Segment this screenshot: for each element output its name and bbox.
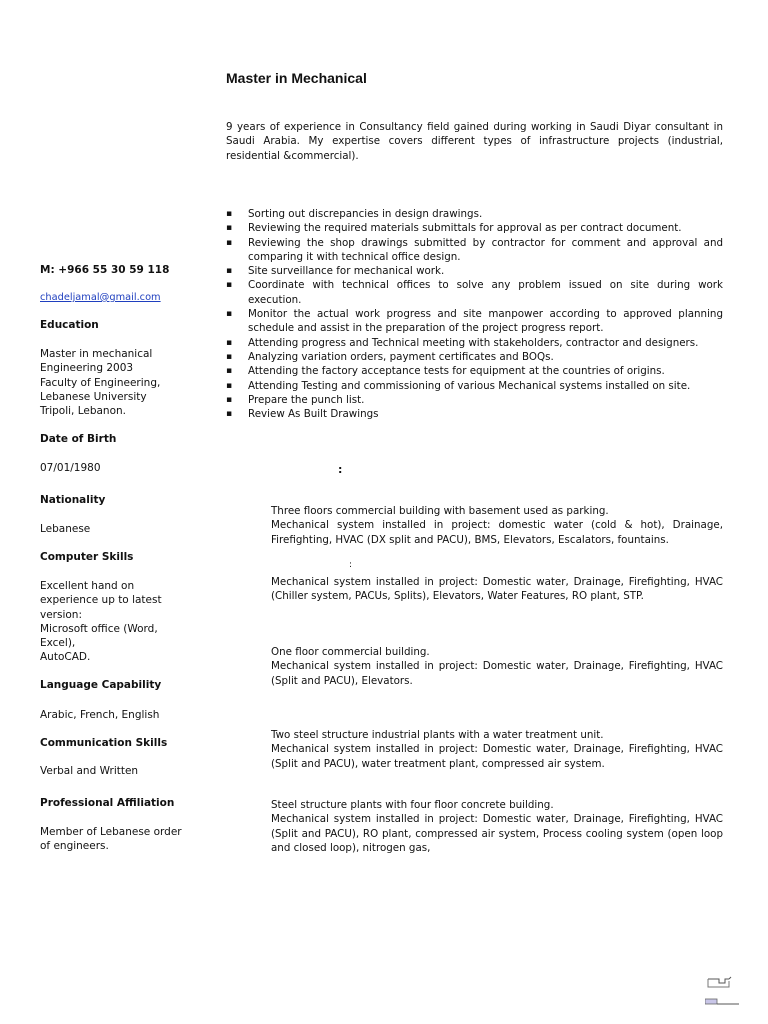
- phone-number: M: +966 55 30 59 118: [40, 264, 170, 276]
- education-line: Master in mechanical: [40, 348, 153, 360]
- list-item: ▪ Reviewing the required materials submittals for approval as per contract document.: [226, 221, 723, 235]
- page-title: Master in Mechanical: [226, 70, 367, 86]
- computer-skill-line: Excellent hand on: [40, 580, 135, 592]
- project-description: Three floors commercial building with basement used as parking.: [271, 505, 609, 517]
- computer-skill-line: version:: [40, 608, 82, 621]
- education-line: Engineering 2003: [40, 362, 134, 375]
- computer-skills-heading: Computer Skills: [40, 551, 134, 563]
- affiliation-line: of engineers.: [40, 840, 109, 853]
- project-1: [271, 504, 723, 547]
- document-logo-icon: [705, 975, 741, 1009]
- dob-value: 07/01/1980: [40, 462, 101, 474]
- dob-heading: Date of Birth: [40, 433, 117, 445]
- projects-colon: :: [338, 463, 343, 476]
- project-system: Mechanical system installed in project: Domestic water, Drainage, Firefighting, HVAC (Split and PACU), water treatment plant, compressed air system.: [271, 743, 723, 770]
- affiliation-details: [40, 825, 200, 854]
- education-line: Faculty of Engineering,: [40, 376, 161, 389]
- education-heading: Education: [40, 319, 99, 331]
- list-item: ▪ Sorting out discrepancies in design drawings.: [226, 207, 723, 221]
- list-item: ▪ Site surveillance for mechanical work.: [226, 264, 723, 278]
- language-value: Arabic, French, English: [40, 709, 160, 721]
- project-system: Mechanical system installed in project: domestic water (cold & hot), Drainage, Firefighting, HVAC (DX split and PACU), BMS, Elevators, Escalators, fountains.: [271, 519, 723, 546]
- nationality-value: Lebanese: [40, 523, 91, 535]
- computer-skill-line: Excel),: [40, 637, 76, 650]
- project-3: [271, 645, 723, 688]
- communication-heading: Communication Skills: [40, 737, 168, 749]
- project-4: [271, 728, 723, 771]
- affiliation-heading: Professional Affiliation: [40, 797, 175, 809]
- project-system: Mechanical system installed in project: Domestic water, Drainage, Firefighting, HVAC (Split and PACU), RO plant, compressed air system, Process cooling system (open loop and closed loop), nitrogen gas,: [271, 813, 723, 854]
- email-link[interactable]: chadeljamal@gmail.com: [40, 292, 161, 303]
- nationality-heading: Nationality: [40, 494, 106, 506]
- project-description: Steel structure plants with four floor concrete building.: [271, 799, 554, 811]
- education-details: [40, 347, 200, 418]
- computer-skill-line: Microsoft office (Word,: [40, 622, 158, 635]
- language-heading: Language Capability: [40, 679, 162, 691]
- list-item: ▪ Prepare the punch list.: [226, 393, 723, 407]
- list-item: ▪ Attending Testing and commissioning of various Mechanical systems installed on site.: [226, 379, 723, 393]
- education-line: Lebanese University: [40, 390, 147, 403]
- list-item: ▪ Attending the factory acceptance tests for equipment at the countries of origins.: [226, 364, 723, 378]
- computer-skill-line: AutoCAD.: [40, 651, 91, 664]
- list-item: ▪ Monitor the actual work progress and site manpower according to approved planning schedule and assist in the preparation of the project progress report.: [226, 307, 723, 336]
- list-item: ▪ Attending progress and Technical meeting with stakeholders, contractor and designers.: [226, 336, 723, 350]
- list-item: ▪ Coordinate with technical offices to solve any problem issued on site during work execution.: [226, 278, 723, 307]
- project-system: Mechanical system installed in project: Domestic water, Drainage, Firefighting, HVAC (Chiller system, PACUs, Splits), Elevators, Water Features, RO plant, STP.: [271, 576, 723, 603]
- computer-skills-details: [40, 579, 200, 665]
- project-5: [271, 798, 723, 855]
- project-description: One floor commercial building.: [271, 646, 430, 658]
- summary-paragraph: 9 years of experience in Consultancy field gained during working in Saudi Diyar consultant in Saudi Arabia. My expertise covers different types of infrastructure projects (industrial, residential &commercial).: [226, 121, 723, 162]
- project-system: Mechanical system installed in project: Domestic water, Drainage, Firefighting, HVAC (Split and PACU), Elevators.: [271, 660, 723, 687]
- communication-value: Verbal and Written: [40, 765, 139, 777]
- list-item: ▪ Analyzing variation orders, payment certificates and BOQs.: [226, 350, 723, 364]
- responsibilities-list: [226, 207, 723, 421]
- project-description: Two steel structure industrial plants with a water treatment unit.: [271, 729, 604, 741]
- project-colon: :: [349, 560, 353, 570]
- affiliation-line: Member of Lebanese order: [40, 826, 182, 838]
- project-2: [271, 575, 723, 604]
- computer-skill-line: experience up to latest: [40, 594, 162, 607]
- education-line: Tripoli, Lebanon.: [40, 405, 126, 418]
- list-item: ▪ Review As Built Drawings: [226, 407, 723, 421]
- list-item: ▪ Reviewing the shop drawings submitted by contractor for comment and approval and comparing it with technical office design.: [226, 236, 723, 265]
